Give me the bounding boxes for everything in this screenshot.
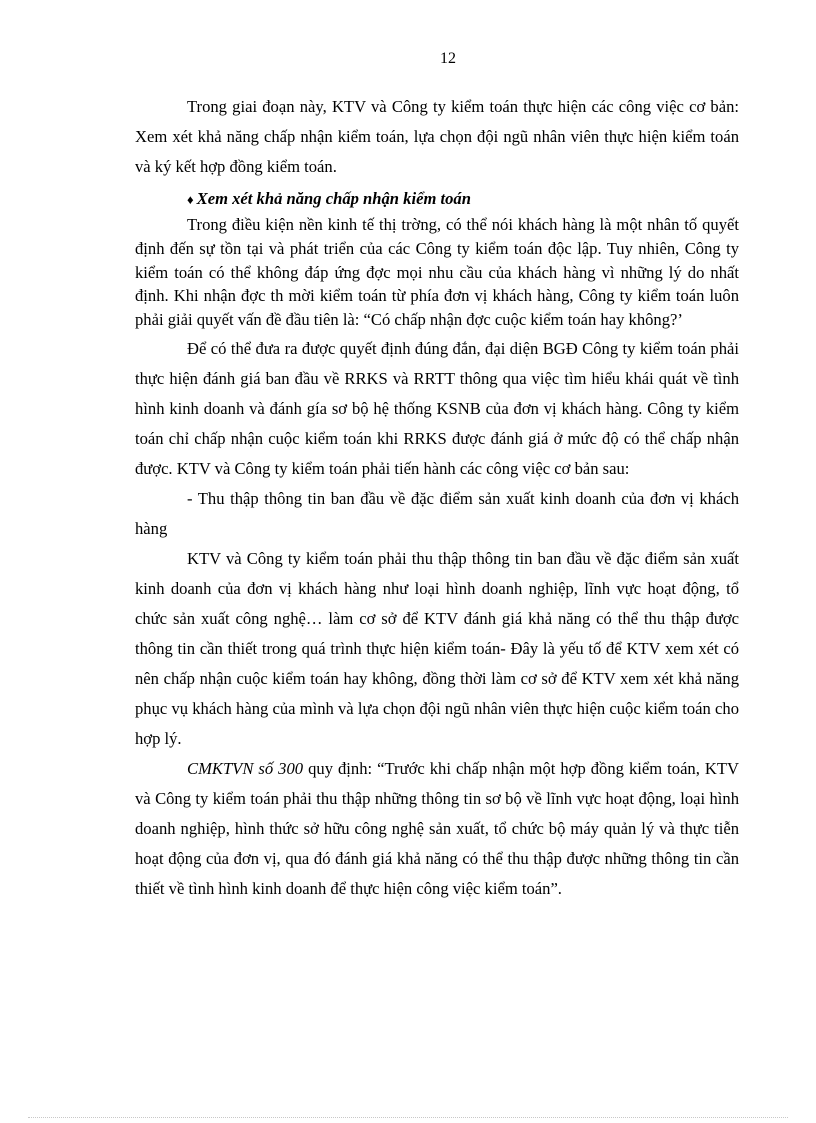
page-number: 12 [440,50,456,67]
standard-quote: quy định: “Trước khi chấp nhận một hợp đồng kiểm toán, KTV và Công ty kiểm toán phải thu thập những thông tin sơ bộ về lĩnh vực hoạt động, loại hình doanh nghiệp, hình thức sở hữu công nghệ sản xuất, tổ chức bộ máy quản lý và thực tiễn hoạt động của đơn vị, qua đó đánh giá khả năng có thể thu thập được những thông tin cần thiết về tình hình kinh doanh để thực hiện công việc kiểm toán”. [135,758,739,898]
standard-reference: CMKTVN số 300 [187,758,304,778]
paragraph-intro: Trong giai đoạn này, KTV và Công ty kiểm toán thực hiện các công việc cơ bản: Xem xét khả năng chấp nhận kiểm toán, lựa chọn đội ngũ nhân viên thực hiện kiểm toán và ký kết hợp đồng kiểm toán. [135,97,739,176]
paragraph-market-conditions: Trong điều kiện nền kinh tế thị trờng, có thể nói khách hàng là một nhân tố quyết định đến sự tồn tại và phát triển của các Công ty kiểm toán độc lập. Tuy nhiên, Công ty kiểm toán có thể không đáp ứng đợc mọi nhu cầu của khách hàng vì những lý do nhất định. Khi nhận đợc th mời kiểm toán từ phía đơn vị khách hàng, Công ty kiểm toán luôn phải giải quyết vấn đề đầu tiên là: “Có chấp nhận đợc cuộc kiểm toán hay không?’ [135,215,739,330]
paragraph-bullet-info: - Thu thập thông tin ban đầu về đặc điểm sản xuất kinh doanh của đơn vị khách hàng [135,488,739,538]
page-bottom-divider [28,1117,788,1118]
paragraph-decision: Để có thể đưa ra được quyết định đúng đắn, đại diện BGĐ Công ty kiểm toán phải thực hiện đánh giá ban đầu về RRKS và RRTT thông qua việc tìm hiểu khái quát về tình hình kinh doanh và đánh gía sơ bộ hệ thống KSNB của đơn vị khách hàng. Công ty kiểm toán chỉ chấp nhận cuộc kiểm toán khi RRKS được đánh giá ở mức độ có thể chấp nhận được. KTV và Công ty kiểm toán phải tiến hành các công việc cơ bản sau: [135,338,739,478]
section-heading-text: Xem xét khả năng chấp nhận kiểm toán [196,189,471,208]
paragraph-standard-300 [135,754,739,904]
document-body [135,92,739,904]
paragraph-collect-info: KTV và Công ty kiểm toán phải thu thập thông tin ban đầu về đặc điểm sản xuất kinh doanh của đơn vị khách hàng như loại hình doanh nghiệp, lĩnh vực hoạt động, tổ chức sản xuất công nghệ… làm cơ sở để KTV đánh giá khả năng có thể thu thập được thông tin cần thiết trong quá trình thực hiện kiểm toán- Đây là yếu tố để KTV xem xét có nên chấp nhận cuộc kiểm toán hay không, đồng thời làm cơ sở để KTV xem xét khả năng phục vụ khách hàng của mình và lựa chọn đội ngũ nhân viên thực hiện cuộc kiểm toán cho hợp lý. [135,548,739,748]
diamond-bullet-icon: ♦ [187,192,194,207]
section-heading [135,185,739,213]
